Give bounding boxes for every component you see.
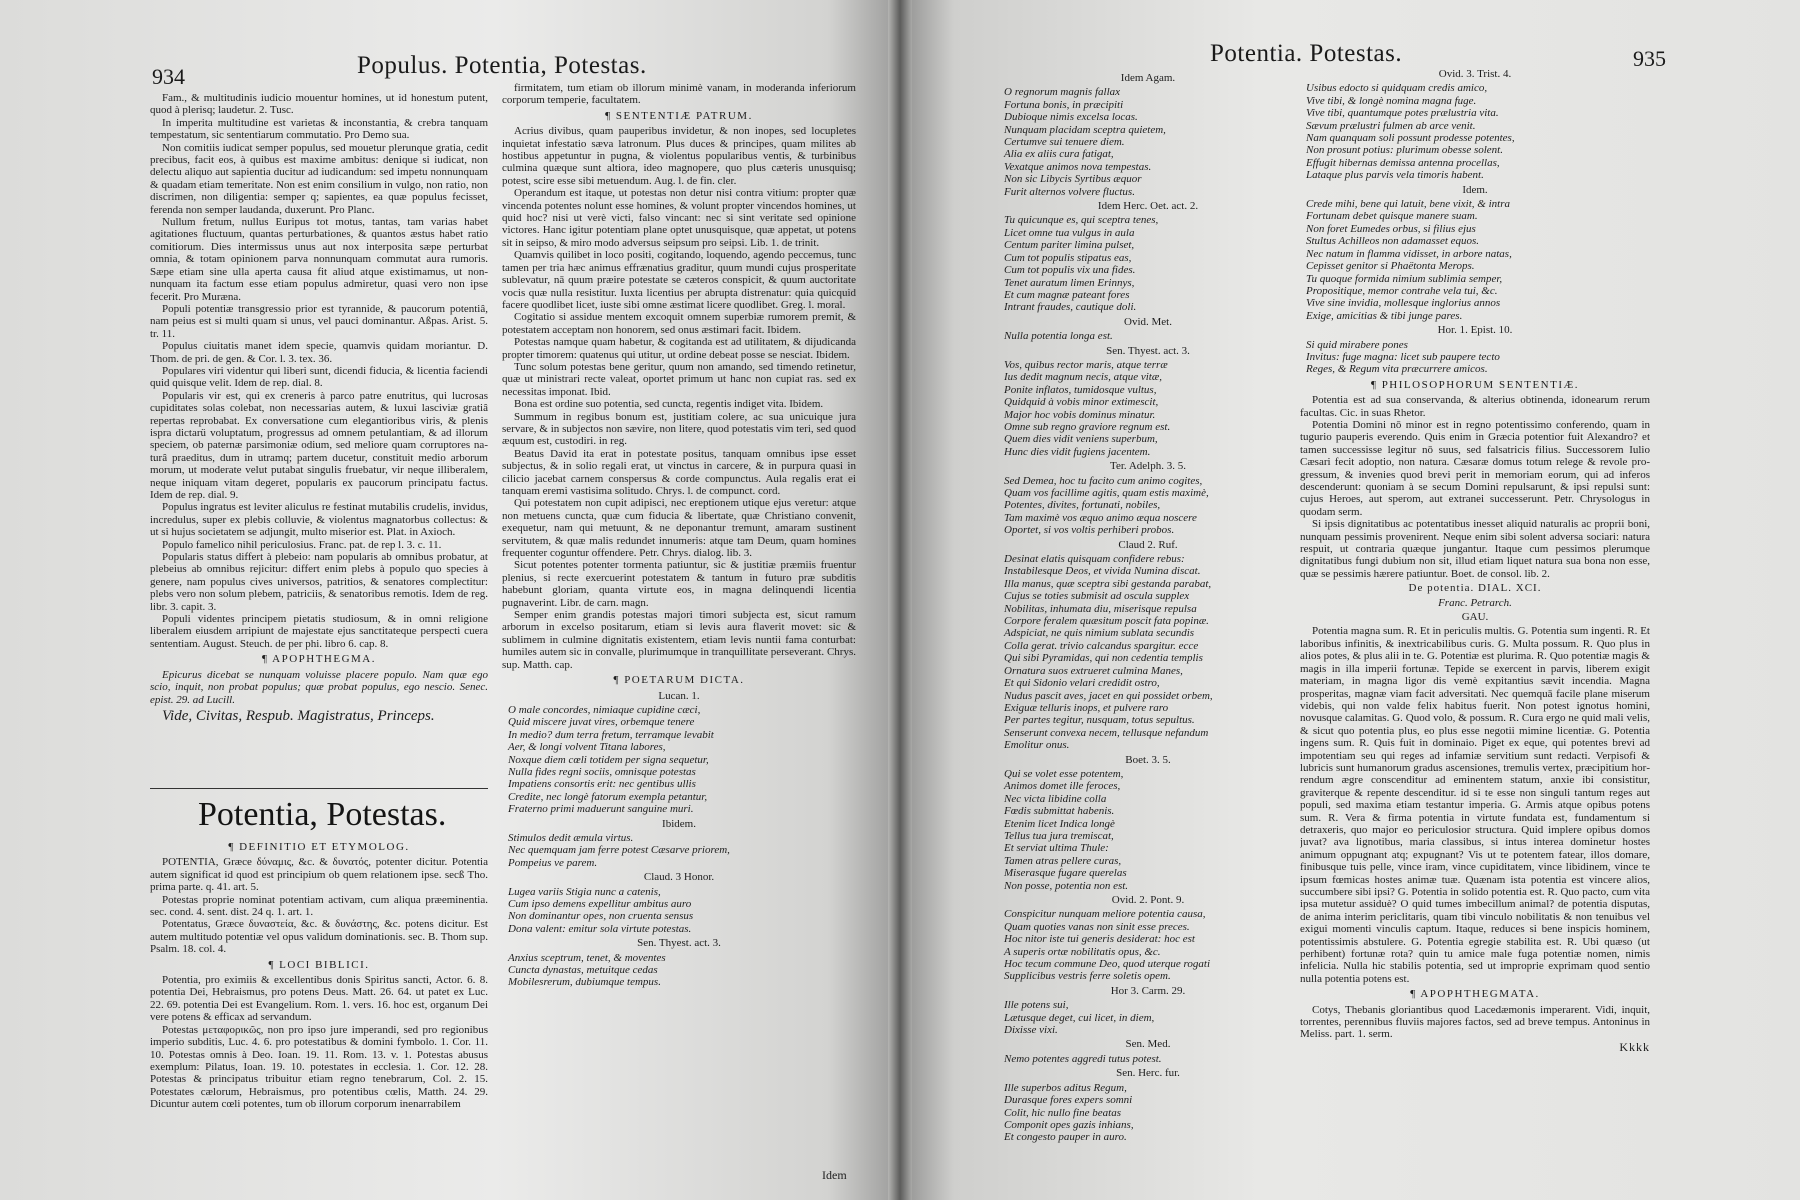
paragraph: Quamvis quilibet in loco positi, cogitando, loquendo, agendo peccemus, tunc tamen per tria hæc animus effrænatius graditur, quum mundi cujus prosperitate sublevatur, nā quum præire potestate se cæteros conspicit, & quum auctoritate vocis quæ nulla resistitur. Iuxta licentius per abrupta distrenatur: quia quicquid facere quodlibet licet, iuste sibi omne æstimat licere quodlibet. Greg. l. moral. (502, 249, 856, 311)
verse-line: Dubioque nimis excelsa locas. (1004, 111, 1138, 124)
paragraph: Cogitatio si assidue mentem excoquit omnem superbiæ rumorem premit, & potestatem acceptam non honorem, sed onus æstimari facit. Ibidem. (502, 311, 856, 336)
verse-line: Centum pariter limina pulset, (1004, 239, 1135, 252)
verse-line: Intrant fraudes, cautique doli. (1004, 301, 1137, 314)
verse-line: Non foret Eumedes orbus, si filius ejus (1306, 222, 1476, 235)
verse-line: Hunc dies vidit fugiens jacentem. (1004, 445, 1151, 458)
verse-line: Colla gerat. trivio calcandus spargitur. ecce (1004, 639, 1199, 652)
left-column-a-lower (150, 838, 488, 1188)
paragraph: Populus ciuitatis manet idem specie, quamvis quidam moriantur. D. Thom. de pri. de gen. & Cor. l. 3. tex. 36. (150, 340, 488, 365)
verse-line: Non prosunt potius: plurimum obesse solent. (1306, 144, 1503, 157)
section-title: Potentia, Potestas. (198, 796, 447, 833)
verse-line: Conspicitur nunquam meliore potentia causa, (1004, 908, 1206, 921)
bleed-through-text (480, 8, 486, 35)
paragraph: Operandum est itaque, ut potestas non detur nisi contra vitium: propter quæ vincenda potentes nolunt esse homines, & volunt propter vincendos homines, ut quid hoc? nisi ut verè victi, falso vincant: nec si sint veritate sed opinione victores. Hanc igitur potentiam plane optet unusquisque, quæ appetat, ut potens sit in seipso, & miro modo adversus seipsum pro seipsi. Lib. 1. de trinit. (502, 187, 856, 249)
paragraph: Populus ingratus est leviter aliculus re festinat mutabilis crudelis, invidus, incredulus, super ex plebis colluvie, & violentus magnatorbus collectus: & ut si hujus societatem se adjungit, multo miserior est. Plat. in Axioch. (150, 501, 488, 539)
verse-line: Sed Demea, hoc tu facito cum animo cogites, (1004, 474, 1203, 487)
verse-source: Ovid. Met. (1124, 315, 1172, 328)
page-number: 935 (1633, 46, 1666, 71)
paragraph-group (150, 92, 488, 650)
paragraph-group (502, 82, 856, 107)
verse-line: O male concordes, nimiaque cupidine cæci, (508, 703, 701, 716)
verse-line: Et qui Sidonio velari credidit ostro, (1004, 677, 1160, 690)
verse-column (998, 72, 1298, 1144)
verse-line: Crede mihi, bene qui latuit, bene vixit, & intra (1306, 198, 1510, 211)
verse-line: Etenim licet Indica longè (1004, 817, 1115, 830)
verse-line: Reges, & Regum vita præcurrere amicos. (1306, 363, 1488, 376)
verse-source: Boet. 3. 5. (1125, 753, 1171, 766)
verse-line: Vive tibi, quantumque potes prælustria vita. (1306, 107, 1499, 120)
verse-line: Fortunam debet quisque manere suam. (1306, 210, 1478, 223)
paragraph: Potestas μεταφορικῶς, non pro ipso jure imperandi, sed pro regionibus imperio subditis, Luc. 4. 6. pro potestatibus & domini fymbolo. 1. Cor. 11. 10. Potestas omnis à Deo. Ioan. 19. 11. Rom. 13. v. 1. Potestas abusus exemplum: Pilatus, Ioan. 19. 10. potestates in ecclesia. 1. Cor. 12. 28. Potestas & principatus tribuitur etiam regno tenebrarum, Col. 2. 15. Potestates cælorum, Hebraismus, pro potentibus cœlis, Matth. 24. 29. Dicuntur autem cœli potentes, tum ob illorum corporum inenarrabilem (150, 1023, 488, 1111)
verse-line: Nunquam placidam sceptra quietem, (1004, 123, 1166, 136)
verse-line: Tamen atras pellere curas, (1004, 854, 1122, 867)
verse-source: Ibidem. (662, 817, 696, 830)
verse-block (502, 704, 856, 816)
dialogue-text: Potentia magna sum. R. Et in periculis multis. G. Potentia sum ingenti. R. Et laboribus infinitis, & inextricabilibus curis. G. Multa possum. R. Quo plus in alios potes, & plus alii in te. G. Potentiæ est plurima. R. Quo potentiæ magis & magis in illa imperii fortunæ. Tepide se exercent in parvis, liberem exigit materiam, in magna ligor dis vemè expitantius sævit incendia. Magna prosperitas, magnæ viam facit adversitati. Nec quemquā facile plane miserum videbis, qui non valde felix habitus fuerit. Non potest ignotus homini, novusque calamitas. G. Quod volo, & possum. R. Cura ergo ne quid mali velis, & sicut quo potentia plus, eo plus esse negotii mimine licentiæ. G. Potentia ingens sum. R. Quis fuit in dominaio. Piget ex eque, qui potentes brevi ad impotentiam seu qui reges ad infamiæ servitium sunt redacti. Verpisofi & lubricis sunt humanorum gradus ascensiones, tremulis vertex, præcipitium horrendum ægre conscenditur ad eminentem statum, anxie ibi consistitur, graviterque & repente descenditur. id si te esse non singuli tantum reges aut populi, sed maxima etiam testantur imperia. G. Armis atque opibus potens sum. R. Vera & firma potentia in virtute fundata est, fundamentum si detraxeris, quo major eo periculosior structura. Quid implere opibus domos juvat? ava lignotibus, maria classibus, si intus interea dominetur hostes animum oppugnant atq; expugnant? Vis ut te potentem fatear, illos domare, finibusque tuis pelle, vince iram, vince cupiditatem, vince libidinem, vince te ipsum fœmicas hostes animæ tuæ. Quænam ista potentia est vincere alios, succumbere sibi ipsi? G. Potentia in solido potentia est. R. Quo pacto, cum vita ipsa mutetur assiduè? O quid tumes imbecillum animal? de potentia disputas, de anima interim periclitaris, quam tibi vinculo nobilitatis & non tenuibus vel exigui momenti vinculis captum. Itaque, reduces si bene inspicis hominem, potentissimis abstulere. G. Potentia egregie stabilita est. R. Ubi quæso (ut perhibent) fortunæ rota? quin tu amice male fuga potentiæ nomen, nimis infelicia. Nulla hic stabilis potentia, sed ut improprie exprimam quod sentio nulla potentia potens est. (1300, 625, 1650, 985)
verse-line: Furit alternos volvere fluctus. (1004, 185, 1135, 198)
verse-line: Impatiens consortis erit: nec gentibus ullis (508, 778, 696, 791)
verse-line: Nam quanquam soli possunt prodesse potentes, (1306, 132, 1515, 145)
signature-mark: Kkkk (1619, 1039, 1650, 1054)
verse-line: Quam vos facillime agitis, quam estis maximè, (1004, 487, 1209, 499)
verse-line: Alia ex aliis cura fatigat, (1004, 148, 1114, 161)
verse-line: Durasque fores expers somni (1004, 1094, 1133, 1107)
verse-line: Vive sine invidia, mollesque inglorius annos (1306, 297, 1501, 310)
paragraph: Populo famelico nihil periculosius. Franc. pat. de rep l. 3. c. 11. (162, 538, 442, 551)
verse-line: Cum tot populis stipatus eas, (1004, 251, 1132, 264)
verse-line: Nemo potentes aggredi tutus potest. (1004, 1052, 1162, 1065)
section-rule (150, 788, 488, 789)
verse-line: Licet omne tua vulgus in aula (1004, 226, 1135, 239)
verse-line: Effugit hibernas demissa antenna procellas, (1306, 156, 1500, 169)
verse-source: Idem Agam. (1120, 72, 1176, 84)
catchword: Idem (822, 1168, 847, 1182)
verse-line: Tu quicunque es, qui sceptra tenes, (1004, 214, 1159, 227)
paragraph: Si ipsis dignitatibus ac potentatibus inesset aliquid naturalis ac proprii boni, nunquam pessimis provenirent. Neque enim sibi solent adversa sociari: natura respuit, ut contraria quæque jungantur. Itaque cum pessimos plerumque dignitatibus fungi dubium non sit, illud etiam liquet natura sua bona non esse, quæ se pessimis hærere patiuntur. Boet. de consol. lib. 2. (1300, 518, 1650, 580)
verse-line: Nulla fides regni sociis, omnisque potestas (508, 765, 696, 778)
verse-line: Non sic Libycis Syrtibus æquor (1004, 173, 1142, 186)
paragraph-group (150, 856, 488, 955)
verse-line: Vexatque animos nova tempestas. (1004, 160, 1152, 173)
section-heading: ¶ APOPHTHEGMATA. (1410, 988, 1540, 1001)
verse-line: Cum tot populis vix una fides. (1004, 264, 1136, 277)
paragraph: Populares viri videntur qui liberi sunt, dicendi fiducia, & licentia faciendi quid quisque velit. Idem de rep. dial. 8. (150, 364, 488, 390)
verse-line: Vos, quibus rector maris, atque terræ (1004, 358, 1168, 371)
paragraph: Potentia, pro eximiis & excellentibus donis Spiritus sancti, Actor. 6. 8. potentia Dei, Hebraismus, pro potens Deus. Matt. 26. 64. ut patet ex Luc. 22. 69. potentia Dei est Evangelium. Rom. 1. vers. 16. hoc est, organum Dei vere potens & efficax ad servandum. (150, 974, 488, 1024)
verse-line: Adspiciat, ne quis nimium sublata secundis (1004, 627, 1195, 640)
paragraph: Sicut potentes potenter tormenta patiuntur, sic & justitiæ præmiis fruentur plenius, si recte exercuerint potestatem & tantum in futuro præ subditis habebunt gloriam, quanta virtute eos, in magna delinquendi licentia pugnaverint. Libr. de carn. magn. (502, 559, 856, 609)
section-heading: ¶ LOCI BIBLICI. (268, 958, 370, 971)
verse-source: Ter. Adelph. 3. 5. (1110, 460, 1186, 473)
verse-source: Ovid. 2. Pont. 9. (1111, 894, 1185, 906)
verse-line: Animos domet ille feroces, (1004, 780, 1121, 793)
verse-line: Componit opes gazis inhians, (1004, 1118, 1134, 1131)
verse-line: Emolitur onus. (1004, 739, 1070, 752)
verse-line: Qui sibi Pyramidas, qui non cedentia templis (1004, 652, 1203, 665)
verse-line: Aer, & longi volvent Titana labores, (508, 741, 666, 754)
verse-line: Ponite inflatos, tumidosque vultus, (1004, 383, 1157, 396)
verse-line: Instabilesque Deos, et vivida Numina discat. (1004, 565, 1201, 578)
verse-line: Oportet, si vos voltis perhiberi probos. (1004, 524, 1175, 537)
apophthegm: Epicurus dicebat se nunquam voluisse placere populo. Nam quæ ego scio, inquit, non probat populus; quæ probat populus, ego nescio. Senec. epist. 29. ad Lucill. (150, 668, 488, 706)
verse-line: Ille potens sui, (1004, 999, 1069, 1012)
verse-line: Desinat elatis quisquam confidere rebus: (1004, 553, 1185, 566)
paragraph: Popularis status differt à plebeio: nam popularis ab omnibus probatur, at plebeius ab omnibus rejicitur: differt enim plebs à populo quo species à genere, nam populus cives universos, patritios, & senatores complectitur: plebs vero non solum plebem, patriciis, & senatoribus remotis. Idem de reg. libr. 3. capit. 3. (150, 551, 488, 613)
paragraph: In imperita multitudine est varietas & inconstantia, & crebra tanquam tempestatum, sic sententiarum commutatio. Pro Demo sua. (150, 116, 488, 142)
verse-line: Propositique, memor contrahe vela tui, &c. (1306, 284, 1498, 297)
verse-block (502, 832, 856, 869)
verse-source: Sen. Med. (1125, 1038, 1171, 1051)
verse-line: Hoc nitor iste tui generis desiderat: hoc est (1004, 933, 1195, 946)
paragraph: Beatus David ita erat in potestate positus, tanquam omnibus ipse esset subjectus, & in solio regali erat, ut vinctus in carcere, & in purpura quasi in cilicio jacebat carnem conspersus & corde compunctus. Aula regalis erat ei tanquam eremi vastisima solitudo. Chrys. l. de compunct. cord. (502, 447, 856, 497)
verse-source: Claud 2. Ruf. (1118, 538, 1178, 551)
verse-line: Major hoc vobis dominus minatur. (1004, 408, 1156, 421)
verse-line: Ius dedit magnum necis, atque vitæ, (1004, 371, 1162, 384)
verse-line: Nulla potentia longa est. (1004, 330, 1113, 343)
paragraph: Bona est ordine suo potentia, sed cuncta, regentis indiget vita. Ibidem. (514, 398, 824, 411)
verse-line: Corpore feralem quæsitum poscit fata popinæ. (1004, 615, 1209, 628)
verse-source: Idem. (1462, 183, 1488, 196)
verse-line: Dona valent: emitur sola virtute potestas. (508, 922, 692, 935)
verse-line: Usibus edocto si quidquam credis amico, (1306, 82, 1488, 95)
verse-block (502, 886, 856, 936)
verse-line: Hoc tecum commune Deo, quod uterque rogati (1004, 958, 1210, 971)
paragraph: Potestas namque quam habetur, & cogitanda est ad utilitatem, & dijudicanda propter timorem: quatenus qui utitur, ut ordine debeat posse se nesciat. Ibidem. (502, 336, 856, 361)
verse-line: Supplicibus vestris ferre soletis opem. (1004, 970, 1171, 983)
paragraph: POTENTIA, Græce δύναμις, &c. & δυνατός, potenter dicitur. Potentia autem significat id quod est principium ob quem relationem ipse. secß Tho. prima parte. q. 41. art. 5. (150, 856, 488, 894)
verse-line: A superis ortæ nobilitatis opus, &c. (1004, 945, 1161, 958)
verse-source: Idem Herc. Oet. act. 2. (1097, 200, 1199, 213)
verse-column (1300, 68, 1650, 376)
paragraph: Semper enim grandis potestas majori timori subjecta est, sicut ramum arborum in excelso positarum, etiam si levis aura flaverit movet: sic & sublimem in culmine dignitatis existentem, etiam levis nuntii fama conturbat: humiles autem sic in convalle, plurimumque in tranquillitate perseverant. Chrys. sup. Matth. cap. (502, 609, 856, 671)
paragraph: Non comitiis iudicat semper populus, sed mouetur plerunque gratia, cedit precibus, facit eos, à quibus est maxime ambitus: denique si iudicat, non delectu aliquo aut sapientia ducitur ad iudicandum: sed impetu nonnunquam & quadam etiam temeritate. Non est enim consilium in vulgo, non ratio, non discrimen, non diligentia: semper q; sapientes, ea quæ populus fecisset, ferenda non semper laudanda, duxerunt. Pro Planc. (150, 141, 488, 216)
verse-line: Anxius sceptrum, tenet, & moventes (508, 951, 666, 964)
verse-line: Fortuna bonis, in præcipiti (1004, 98, 1124, 111)
verse-source: Sen. Herc. fur. (1116, 1067, 1180, 1080)
verse-line: Pompeius ve parem. (508, 856, 598, 869)
verse-source: Sen. Thyest. act. 3. (1106, 344, 1190, 357)
running-head: Potentia. Potestas. (1210, 40, 1403, 67)
verse-line: Omne sub regno graviore regnum est. (1004, 420, 1171, 433)
verse-block (502, 952, 856, 989)
dialogue-title: De potentia. DIAL. XCI. (1408, 582, 1542, 595)
verse-line: Illa manus, quæ sceptra sibi gestanda parabat, (1004, 577, 1212, 590)
verse-line: Ornatura suos extrueret culmina Manes, (1004, 664, 1183, 677)
verse-line: Cujus se toties submisit ad oscula supplex (1004, 590, 1190, 603)
left-column-a (150, 92, 488, 787)
verse-line: Non posse, potentia non est. (1004, 879, 1129, 892)
verse-line: Exige, amicitias & tibi junge pares. (1306, 309, 1463, 322)
verse-line: Et serviat ultima Thule: (1004, 842, 1109, 855)
verse-line: Cuncta dynastas, metuitque cedas (508, 964, 658, 977)
verse-line: Certumve sui tenuere diem. (1004, 136, 1125, 149)
paragraph-group (1300, 394, 1650, 580)
verse-line: Fœdis submittat habenis. (1004, 805, 1115, 818)
paragraph: Nullum fretum, nullus Euripus tot motus, tantas, tam varias habet agitationes fluctuum, quantas perturbationes, & quantos æstus habet ratio comitiorum. Dies intermissus unus aut nox interposita sæpe perturbat omnia, & totam opinionem parva nonnunquam commutat aura rumoris. Sæpe etiam sine ulla aperta causa fit aliud atque existimamus, ut nonnunquam ita factum esse etiam populus admiretur, quasi vero non ipse fecerit. Pro Muræna. (150, 216, 488, 303)
verse-line: Ille superbos aditus Regum, (1004, 1081, 1127, 1094)
verse-line: Nobilitas, inhumata diu, miserisque repulsa (1004, 602, 1197, 615)
verse-source: Sen. Thyest. act. 3. (637, 937, 721, 950)
verse-line: Lataque plus parvis vela timoris habent. (1306, 169, 1484, 182)
page-number: 934 (152, 64, 185, 89)
cross-reference: Vide, Civitas, Respub. Magistratus, Princeps. (162, 707, 435, 724)
paragraph: Potestas proprie nominat potentiam activam, cum aliqua præeminentia. sec. cond. 4. sent. dist. 24 q. 1. art. 1. (150, 893, 488, 919)
verse-line: Potentes, divites, fortunati, nobiles, (1004, 499, 1161, 512)
apophthegm: Cotys, Thebanis gloriantibus quod Lacedæmonis imperarent. Vidi, inquit, torrentes, perennibus fluviis majores factos, sed ad breve tempus. Antoninus in Meliss. part. 1. serm. (1300, 1003, 1650, 1041)
verse-line: Stultus Achilleos non adamasset equos. (1306, 235, 1480, 248)
paragraph: Tunc solum potestas bene geritur, quum non amando, sed timendo retinetur, quæ ut ministrari recte valeat, oportet primum ut hanc non cupiat ras. sed ex necessitas imponat. Ibid. (502, 360, 856, 398)
verse-line: Sævum prælustri fulmen ab arce venit. (1306, 119, 1476, 132)
verse-line: Quam quoties vanas non sinit esse preces. (1004, 920, 1190, 933)
paragraph: Summum in regibus bonum est, justitiam colere, ac sua unicuique jura servare, & in subjectos non sævire, non litere, quod potestatis vim teri, sed quod æquum est, custodiri. in reg. (502, 410, 856, 448)
paragraph: Potentia Domini nō minor est in regno potentissimo conferendo, quam in tugurio pauperis everendo. Quis enim in Græcia potentior fuit Alexandro? et tamen successisse legitur nō suus, sed falsatricis filius. Successorem Iulio Cæsari fecit adoptio, non natura. Cæsaræ domus totum relege & revole progressum, & invenies quod brevi perit in memoriam eorum, qui ad inferos descenderunt: quoniam à se secum Domini repulsarunt, & ipsi repulsi sunt: cujus Heroes, aut sperom, aut extranei successerunt. Petr. Chrysologus in quodam serm. (1300, 418, 1650, 518)
left-column-b (502, 82, 856, 1182)
dialogue-author: Franc. Petrarch. (1438, 596, 1512, 609)
verse-line: Noxque diem cœli totidem per signa sequetur, (508, 753, 709, 766)
verse-line: Tenet auratum limen Erinnys, (1004, 276, 1135, 289)
verse-line: Mobilesrerum, dubiumque tempus. (508, 976, 661, 989)
paragraph: Populi videntes principem pietatis studiosum, & in omni religione liberalem eiusdem arripiunt de majestate ejus sanctitateque perspecti cuera sententiam. August. Steuch. de per phi. libro 6. cap. 8. (150, 613, 488, 650)
verse-line: Tu quoque formida nimium sublimia semper, (1306, 272, 1503, 285)
verse-line: Per partes tegitur, nusquam, totus sepultus. (1004, 714, 1195, 727)
verse-source: Ovid. 3. Trist. 4. (1438, 68, 1512, 80)
paragraph: firmitatem, tum etiam ob illorum minimè vanam, in moderanda inferiorum corporum temperie, facultatem. (502, 82, 856, 107)
section-heading: ¶ SENTENTIÆ PATRUM. (605, 109, 753, 122)
verse-line: Nec natum in flamma vidisset, in arbore natas, (1306, 247, 1512, 260)
right-column-a (998, 70, 1298, 1188)
verse-line: Quid miscere juvat vires, orbemque tenere (508, 716, 695, 729)
paragraph: Potentia est ad sua conservanda, & alterius obtinenda, idonearum rerum facultas. Cic. in suas Rhetor. (1300, 394, 1650, 419)
verse-line: In medio? dum terra fretum, terramque levabit (508, 728, 714, 741)
verse-line: Stimulos dedit æmula virtus. (508, 831, 634, 844)
verse-line: Miserasque fugare querelas (1004, 867, 1127, 880)
verse-line: Tellus tua jura tremiscat, (1004, 829, 1114, 842)
verse-line: Et cum magnæ pateant fores (1004, 288, 1130, 301)
verse-line: Qui se volet esse potentem, (1004, 767, 1124, 780)
verse-line: Si quid mirabere pones (1306, 338, 1408, 351)
verse-source: Hor. 1. Epist. 10. (1437, 324, 1513, 337)
paragraph: Popularis vir est, qui ex creneris à parco patre enutritus, qui lucrosas cupiditates solas colebat, non necessarias autem, & luxui lasciviæ gratiâ repertas reprobabat. Ex conversatione cum elegantioribus viris, & plenis ispra dictarü voluptatum, progressus ad omnem petulantiam, & ad illorum speciem, ob paternæ parsimoniæ odium, sed meliore quam corruptores naturâ praeditus, dum in utramq; partem ducetur, constituit medio arborum morum, ut moderate velut putabat singulis fruebatur, vir neque illiberalem, neque iniquam vitam degeret, popularis ex paucorum principatu factus. Idem de rep. dial. 9. (150, 389, 488, 501)
section-heading: ¶ POETARUM DICTA. (613, 674, 745, 687)
verse-source: Hor 3. Carm. 29. (1110, 984, 1186, 997)
verse-line: Cepisset genitor si Phaëtonta Merops. (1306, 260, 1475, 273)
paragraph-group (150, 974, 488, 1110)
section-heading: ¶ DEFINITIO ET ETYMOLOG. (228, 841, 410, 853)
verse-line: Quem dies vidit veniens superbum, (1004, 433, 1158, 446)
verse-line: Vive tibi, & longè nomina magna fuge. (1306, 94, 1477, 107)
verse-line: Exiguæ telluris inops, et pulvere raro (1004, 701, 1169, 714)
paragraph: Potentatus, Græce δυναστεία, &c. & δυνάστης, &c. potens dicitur. Est autem multitudo potentiæ vel opus validum dominationis. sec. B. Thom sup. Psalm. 18. col. 4. (150, 918, 488, 956)
running-head: Populus. Potentia, Potestas. (357, 52, 647, 79)
paragraph-group (502, 125, 856, 671)
verse-line: Et congesto pauper in auro. (1004, 1131, 1127, 1144)
verse-line: Quidquid à vobis minor extimescit, (1004, 396, 1159, 409)
verse-line: Credite, nec longè fatorum exempla petantur, (508, 790, 708, 803)
verse-line: O regnorum magnis fallax (1004, 86, 1121, 99)
verse-line: Lætusque deget, cui licet, in diem, (1004, 1011, 1155, 1024)
verse-line: Nudus pascit aves, jacet en qui possidet orbem, (1004, 689, 1213, 702)
paragraph: Qui potestatem non cupit adipisci, nec ereptionem utique ejus veretur: atque non metuens cuncta, quæ cum fiducia & libertate, quæ Christiano convenit, exequetur, nam qui metuunt, & ne deponantur tremunt, amaram sustinent servitutem, & quæ malis redundet innumeris: atque tam Deum, quam homines frequenter coguntur offendere. Petr. Chrys. dialog. lib. 3. (502, 497, 856, 560)
verse-line: Fraterno primi maduerunt sanguine muri. (508, 803, 694, 816)
verse-source: Lucan. 1. (658, 689, 700, 702)
paragraph: Acrius divibus, quam pauperibus invidetur, & non inopes, sed locupletes inquietat infestatio sæva latronum. Plus duces & principes, quam milites ab hostibus appetuntur in pugna, & violentus popularibus ventis, & turbinibus culmina quæque sunt altiora, ideo magnopere, quo plus cæteris unusquisq; potest, scire esse sibi metuendum. Aug. l. de fin. cler. (502, 125, 856, 187)
section-heading: ¶ APOPHTHEGMA. (262, 653, 376, 666)
verse-line: Nec victa libidine colla (1004, 792, 1107, 805)
right-column-b (1300, 66, 1650, 1188)
book-gutter (888, 0, 912, 1200)
verse-line: Colit, hic nullo fine beatas (1004, 1106, 1122, 1119)
verse-line: Cum ipso demens expellitur ambitus auro (508, 898, 692, 910)
verse-line: Dixisse vixi. (1004, 1024, 1058, 1037)
verse-line: Lugea variis Stigia nunc a catenis, (508, 885, 661, 898)
verse-source: Claud. 3 Honor. (643, 871, 715, 884)
verse-line: Tam maximè vos æquo animo æqua noscere (1004, 511, 1197, 524)
verse-line: Non dominantur opes, non cruenta sensus (508, 910, 694, 923)
paragraph: Populi potentiæ transgressio prior est tyrannide, & paucorum potentiâ, nam peius est si multi quam si unus, vel pauci dominantur. Aßpas. Arist. 5. tr. 11. (150, 302, 488, 340)
verse-line: Nec quemquam jam ferre potest Cæsarve priorem, (508, 844, 730, 857)
paragraph: Fam., & multitudinis iudicio mouentur homines, ut id honestum putent, quod à plerisq; laudetur. 2. Tusc. (150, 92, 488, 117)
dialogue-speaker: GAU. (1461, 611, 1489, 624)
section-heading: ¶ PHILOSOPHORUM SENTENTIÆ. (1370, 378, 1580, 391)
verse-line: Invitus: fuge magna: licet sub paupere tecto (1306, 350, 1500, 363)
verse-line: Senserunt convexa necem, tellusque nefandum (1004, 726, 1209, 739)
right-page (900, 0, 1800, 1200)
